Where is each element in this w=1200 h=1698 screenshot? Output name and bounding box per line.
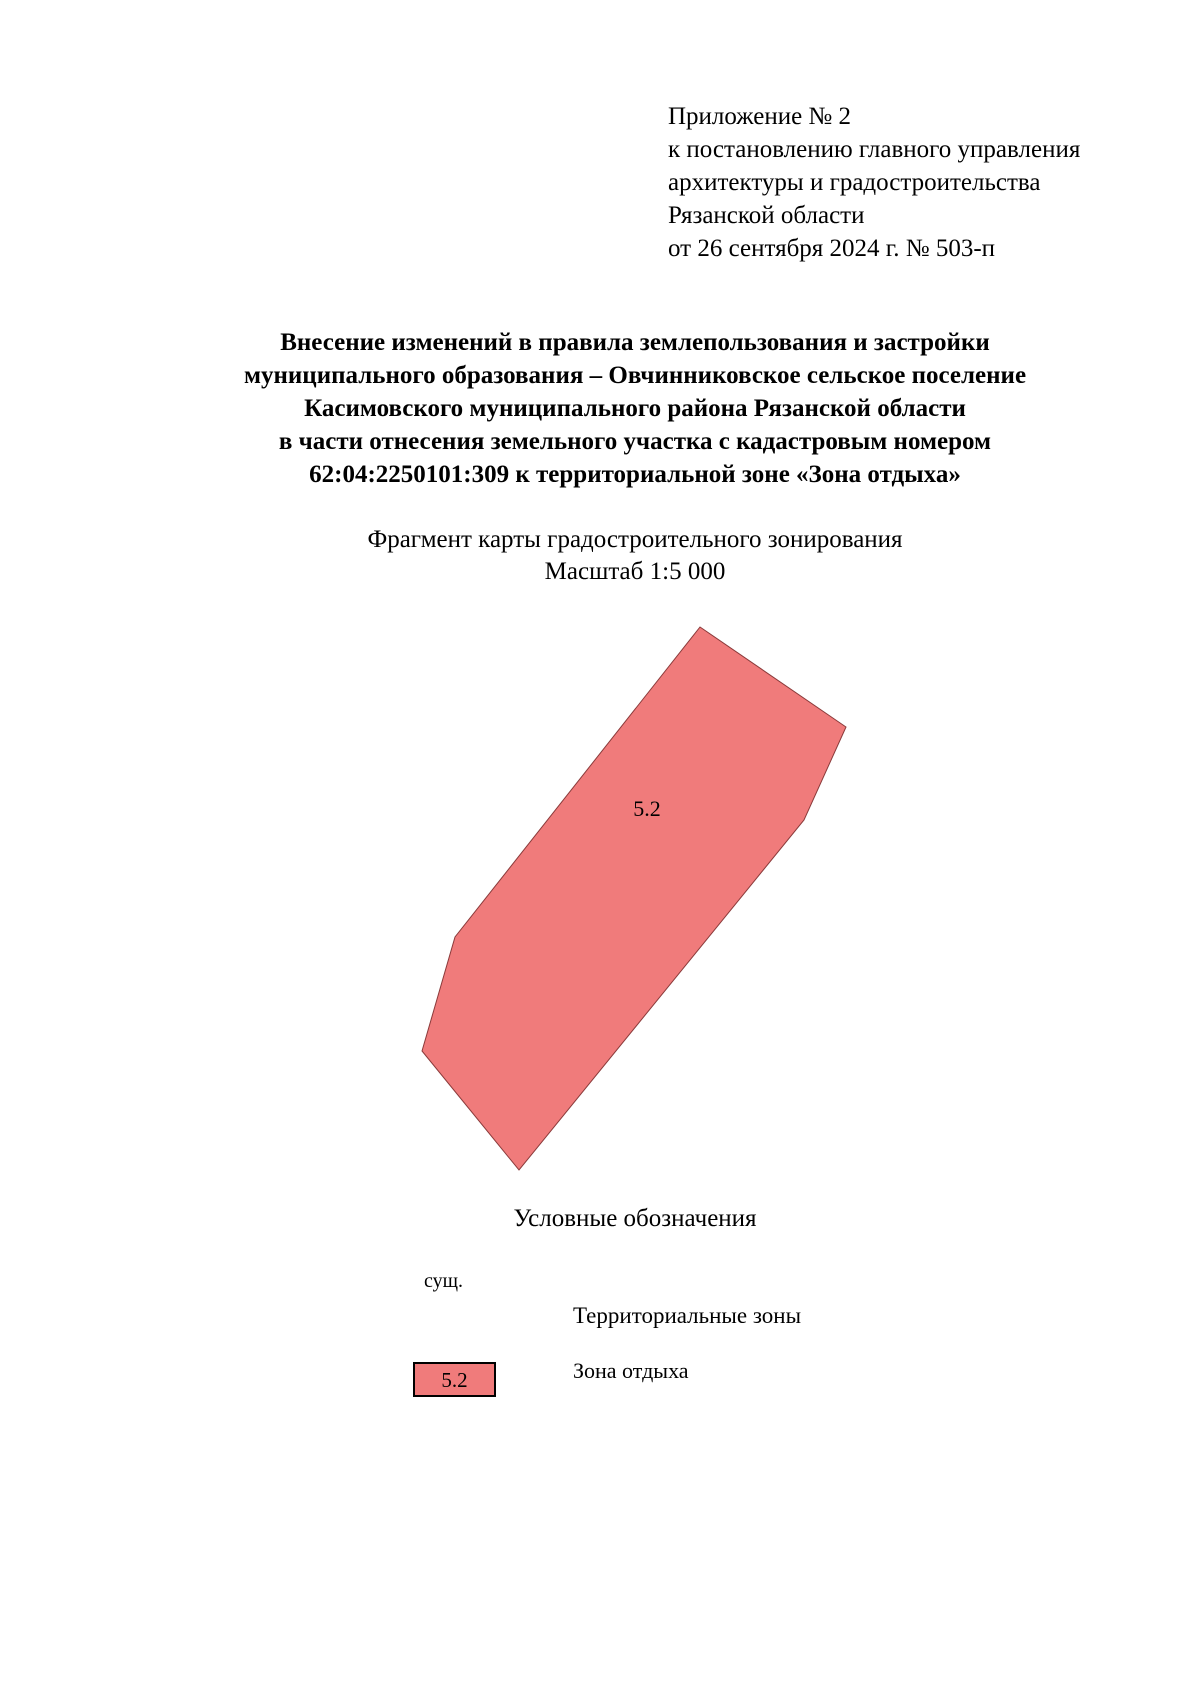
title-line: муниципального образования – Овчинниковское сельское поселение: [243, 362, 1027, 389]
title-line: 62:04:2250101:309 к территориальной зоне «Зона отдыха»: [309, 461, 961, 488]
map-scale: Масштаб 1:5 000: [544, 558, 726, 585]
title-line: в части отнесения земельного участка с кадастровым номером: [278, 428, 992, 455]
title-line: Касимовского муниципального района Рязанской области: [304, 395, 966, 422]
legend-item-label: Зона отдыха: [573, 1358, 689, 1383]
legend-swatch-recreation-zone: 5.2: [413, 1362, 496, 1397]
zone-polygon: [422, 627, 846, 1170]
legend-group-heading: Территориальные зоны: [573, 1303, 802, 1328]
appendix-line: от 26 сентября 2024 г. № 503-п: [668, 235, 996, 262]
appendix-line: к постановлению главного управления: [668, 136, 1081, 163]
zone-label: 5.2: [633, 796, 661, 821]
appendix-line: Рязанской области: [668, 202, 865, 229]
appendix-line: Приложение № 2: [668, 103, 852, 130]
legend-status-label: сущ.: [424, 1270, 464, 1292]
title-line: Внесение изменений в правила землепользования и застройки: [280, 329, 990, 356]
map-caption: Фрагмент карты градостроительного зонирования: [367, 526, 903, 553]
appendix-line: архитектуры и градостроительства: [668, 169, 1041, 196]
legend-title: Условные обозначения: [513, 1205, 757, 1232]
